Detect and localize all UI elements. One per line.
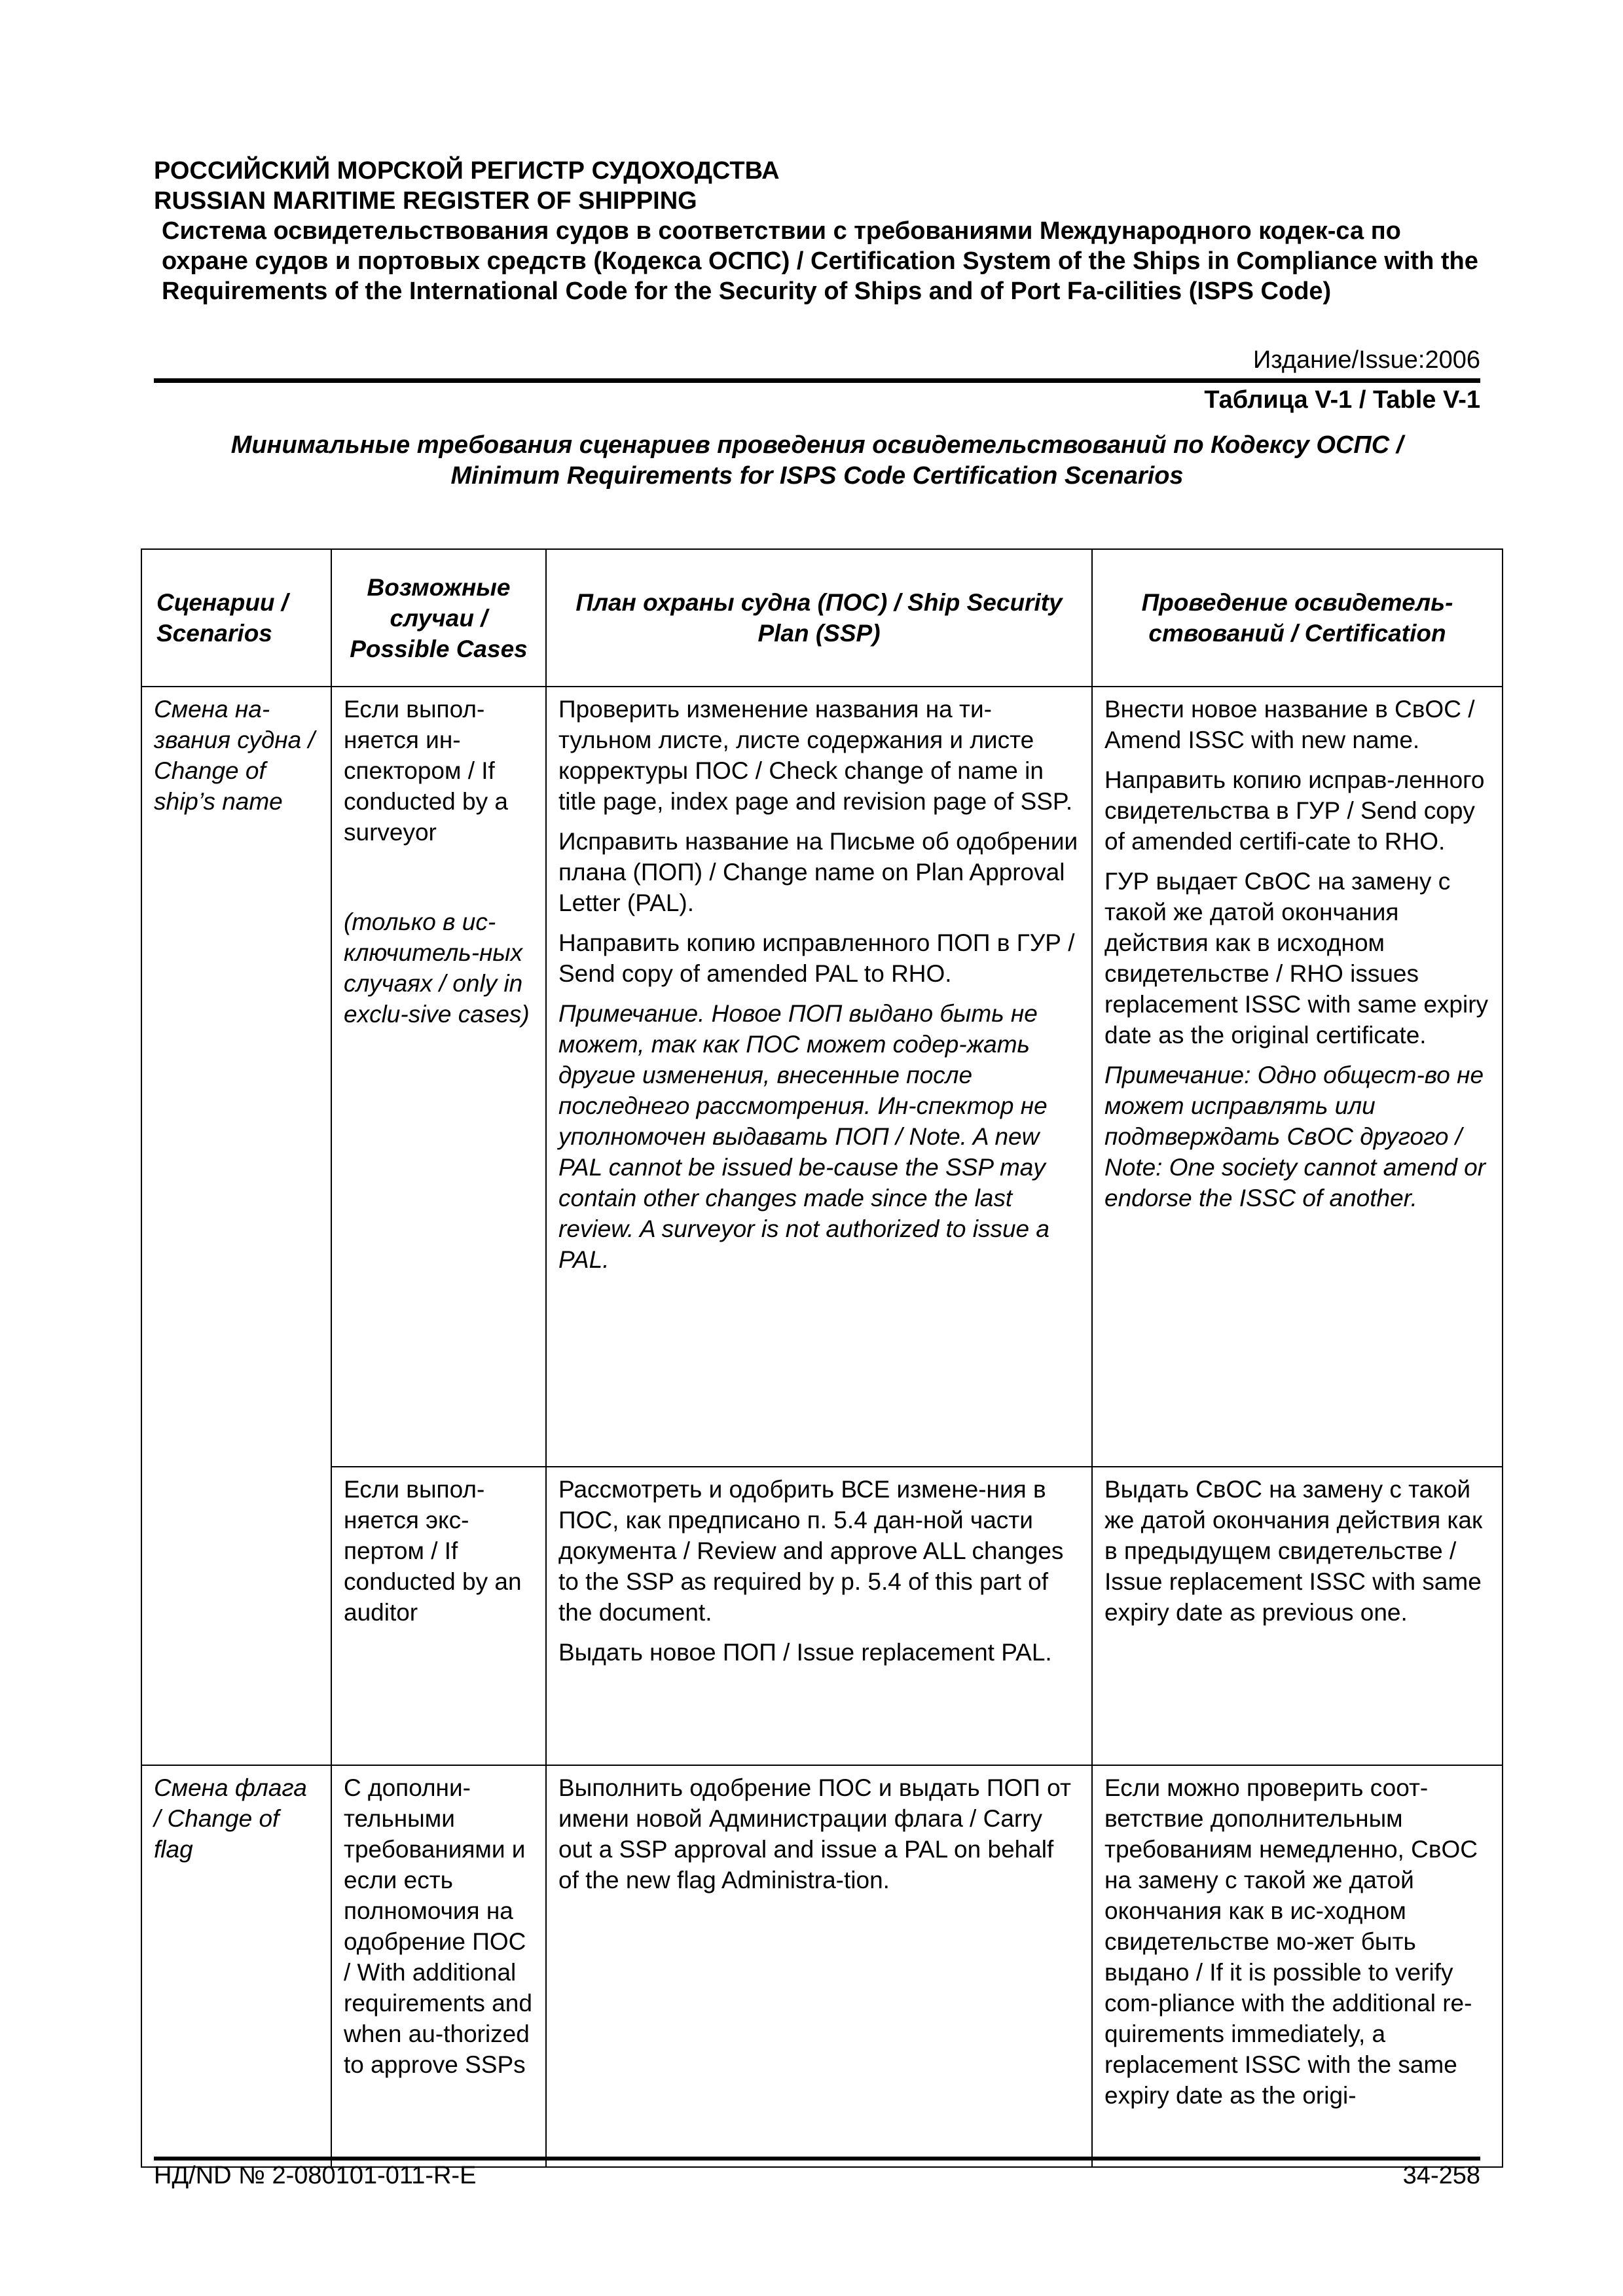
header-divider bbox=[154, 378, 1480, 383]
ssp-check-name: Проверить изменение названия на ти-тульном листе, листе содержания и листе корректуры ПОС / Check change of name in title page, index page and revision page of SSP. bbox=[558, 696, 1073, 815]
table-header-row bbox=[141, 549, 1503, 687]
cert-flag-text: Если можно проверить соот-ветствие дополнительным требованиям немедленно, СвОС на замену с такой же датой окончания как в ис-ходном свидетельстве мо-жет быть выдано / If it is possible to verify com-pliance with the additional re-quirements immediately, a replacement ISSC with the same expiry date as the origi- bbox=[1104, 1774, 1478, 2109]
table-title-ru: Минимальные требования сценариев проведения освидетельствований по Кодексу ОСПС / bbox=[230, 431, 1404, 459]
case-surveyor-text: Если выпол-няется ин-спектором / If conducted by a surveyor bbox=[344, 696, 508, 846]
document-page bbox=[154, 0, 1489, 2296]
column-header-scenarios: Сценарии / Scenarios bbox=[141, 549, 331, 687]
issue-label: Издание/Issue:2006 bbox=[1252, 346, 1480, 374]
cert-cell-flag bbox=[1092, 1765, 1503, 2167]
cert-amend-issc: Внести новое название в СвОС / Amend ISSC with new name. bbox=[1104, 696, 1475, 753]
scenario-cell-flag-change: Смена флага / Change of flag bbox=[141, 1765, 331, 2167]
column-header-cases: Возможные случаи / Possible Cases bbox=[331, 549, 546, 687]
cert-rho-issues: ГУР выдает СвОС на замену с такой же датой окончания действия как в исходном свидетельстве / RHO issues replacement ISSC with same expiry date as the original certificate. bbox=[1104, 868, 1489, 1049]
org-name-en: RUSSIAN MARITIME REGISTER OF SHIPPING bbox=[154, 187, 697, 215]
scenario-cell-name-change: Смена на-звания судна / Change of ship’s name bbox=[141, 687, 331, 1765]
page-number: 34-258 bbox=[1402, 2162, 1480, 2189]
cert-note: Примечание: Одно общест-во не может исправлять или подтверждать СвОС другого / Note: One society cannot amend or endorse the ISSC of another. bbox=[1104, 1062, 1486, 1211]
column-header-certification: Проведение освидетель-ствований / Certification bbox=[1092, 549, 1503, 687]
table-number: Таблица V-1 / Table V-1 bbox=[1204, 386, 1480, 414]
system-title: Система освидетельствования судов в соответствии с требованиями Международного кодек-са по охране судов и портовых средств (Кодекса ОСПС) / Certification System of the Ships in Compliance with the Requirements of the International Code for the Security of Ships and of Port Fa-cilities (ISPS Code) bbox=[162, 217, 1478, 305]
column-header-ssp: План охраны судна (ПОС) / Ship Security Plan (SSP) bbox=[546, 549, 1092, 687]
certification-scenarios-table bbox=[141, 548, 1503, 2168]
cert-cell-surveyor bbox=[1092, 687, 1503, 1467]
cert-cell-auditor: Выдать СвОС на замену с такой же датой окончания действия как в предыдущем свидетельстве / Issue replacement ISSC with same expiry date as previous one. bbox=[1092, 1467, 1503, 1765]
ssp-cell-surveyor bbox=[546, 687, 1092, 1467]
ssp-review-changes: Рассмотреть и одобрить ВСЕ измене-ния в ПОС, как предписано п. 5.4 дан-ной части документа / Review and approve ALL changes to the SSP as required by p. 5.4 of this part of the document. bbox=[558, 1476, 1064, 1626]
case-cell-flag: С дополни-тельными требованиями и если есть полномочия на одобрение ПОС / With additional requirements and when au-thorized to approve SSPs bbox=[331, 1765, 546, 2167]
table-row bbox=[141, 687, 1503, 1467]
case-cell-surveyor bbox=[331, 687, 546, 1467]
table-title-en: Minimum Requirements for ISPS Code Certification Scenarios bbox=[450, 462, 1184, 490]
ssp-cell-flag: Выполнить одобрение ПОС и выдать ПОП от имени новой Администрации флага / Carry out a SSP approval and issue a PAL on behalf of the new flag Administra-tion. bbox=[546, 1765, 1092, 2167]
document-header bbox=[154, 156, 1480, 306]
ssp-note: Примечание. Новое ПОП выдано быть не может, так как ПОС может содер-жать другие изменения, внесенные после последнего рассмотрения. Ин-спектор не уполномочен выдавать ПОП / Note. A new PAL cannot be issued be-cause the SSP may contain other changes made since the last review. A surveyor is not authorized to issue a PAL. bbox=[558, 1000, 1049, 1273]
table-title bbox=[154, 430, 1480, 492]
org-name-ru: РОССИЙСКИЙ МОРСКОЙ РЕГИСТР СУДОХОДСТВА bbox=[154, 157, 780, 185]
ssp-issue-pal: Выдать новое ПОП / Issue replacement PAL. bbox=[558, 1639, 1052, 1666]
cert-send-copy: Направить копию исправ-ленного свидетельства в ГУР / Send copy of amended certifi-cate to RHO. bbox=[1104, 766, 1485, 855]
case-cell-auditor: Если выпол-няется экс-пертом / If conducted by an auditor bbox=[331, 1467, 546, 1765]
ssp-change-pal: Исправить название на Письме об одобрении плана (ПОП) / Change name on Plan Approval Letter (PAL). bbox=[558, 828, 1078, 916]
table-row bbox=[141, 1765, 1503, 2167]
document-number: НД/ND № 2-080101-011-R-E bbox=[154, 2162, 477, 2189]
ssp-send-pal: Направить копию исправленного ПОП в ГУР / Send copy of amended PAL to RHO. bbox=[558, 929, 1075, 987]
case-surveyor-note: (только в ис-ключитель-ных случаях / only in exclu-sive cases) bbox=[344, 908, 530, 1028]
ssp-cell-auditor bbox=[546, 1467, 1092, 1765]
spacer bbox=[344, 848, 534, 906]
table-row bbox=[141, 1467, 1503, 1765]
